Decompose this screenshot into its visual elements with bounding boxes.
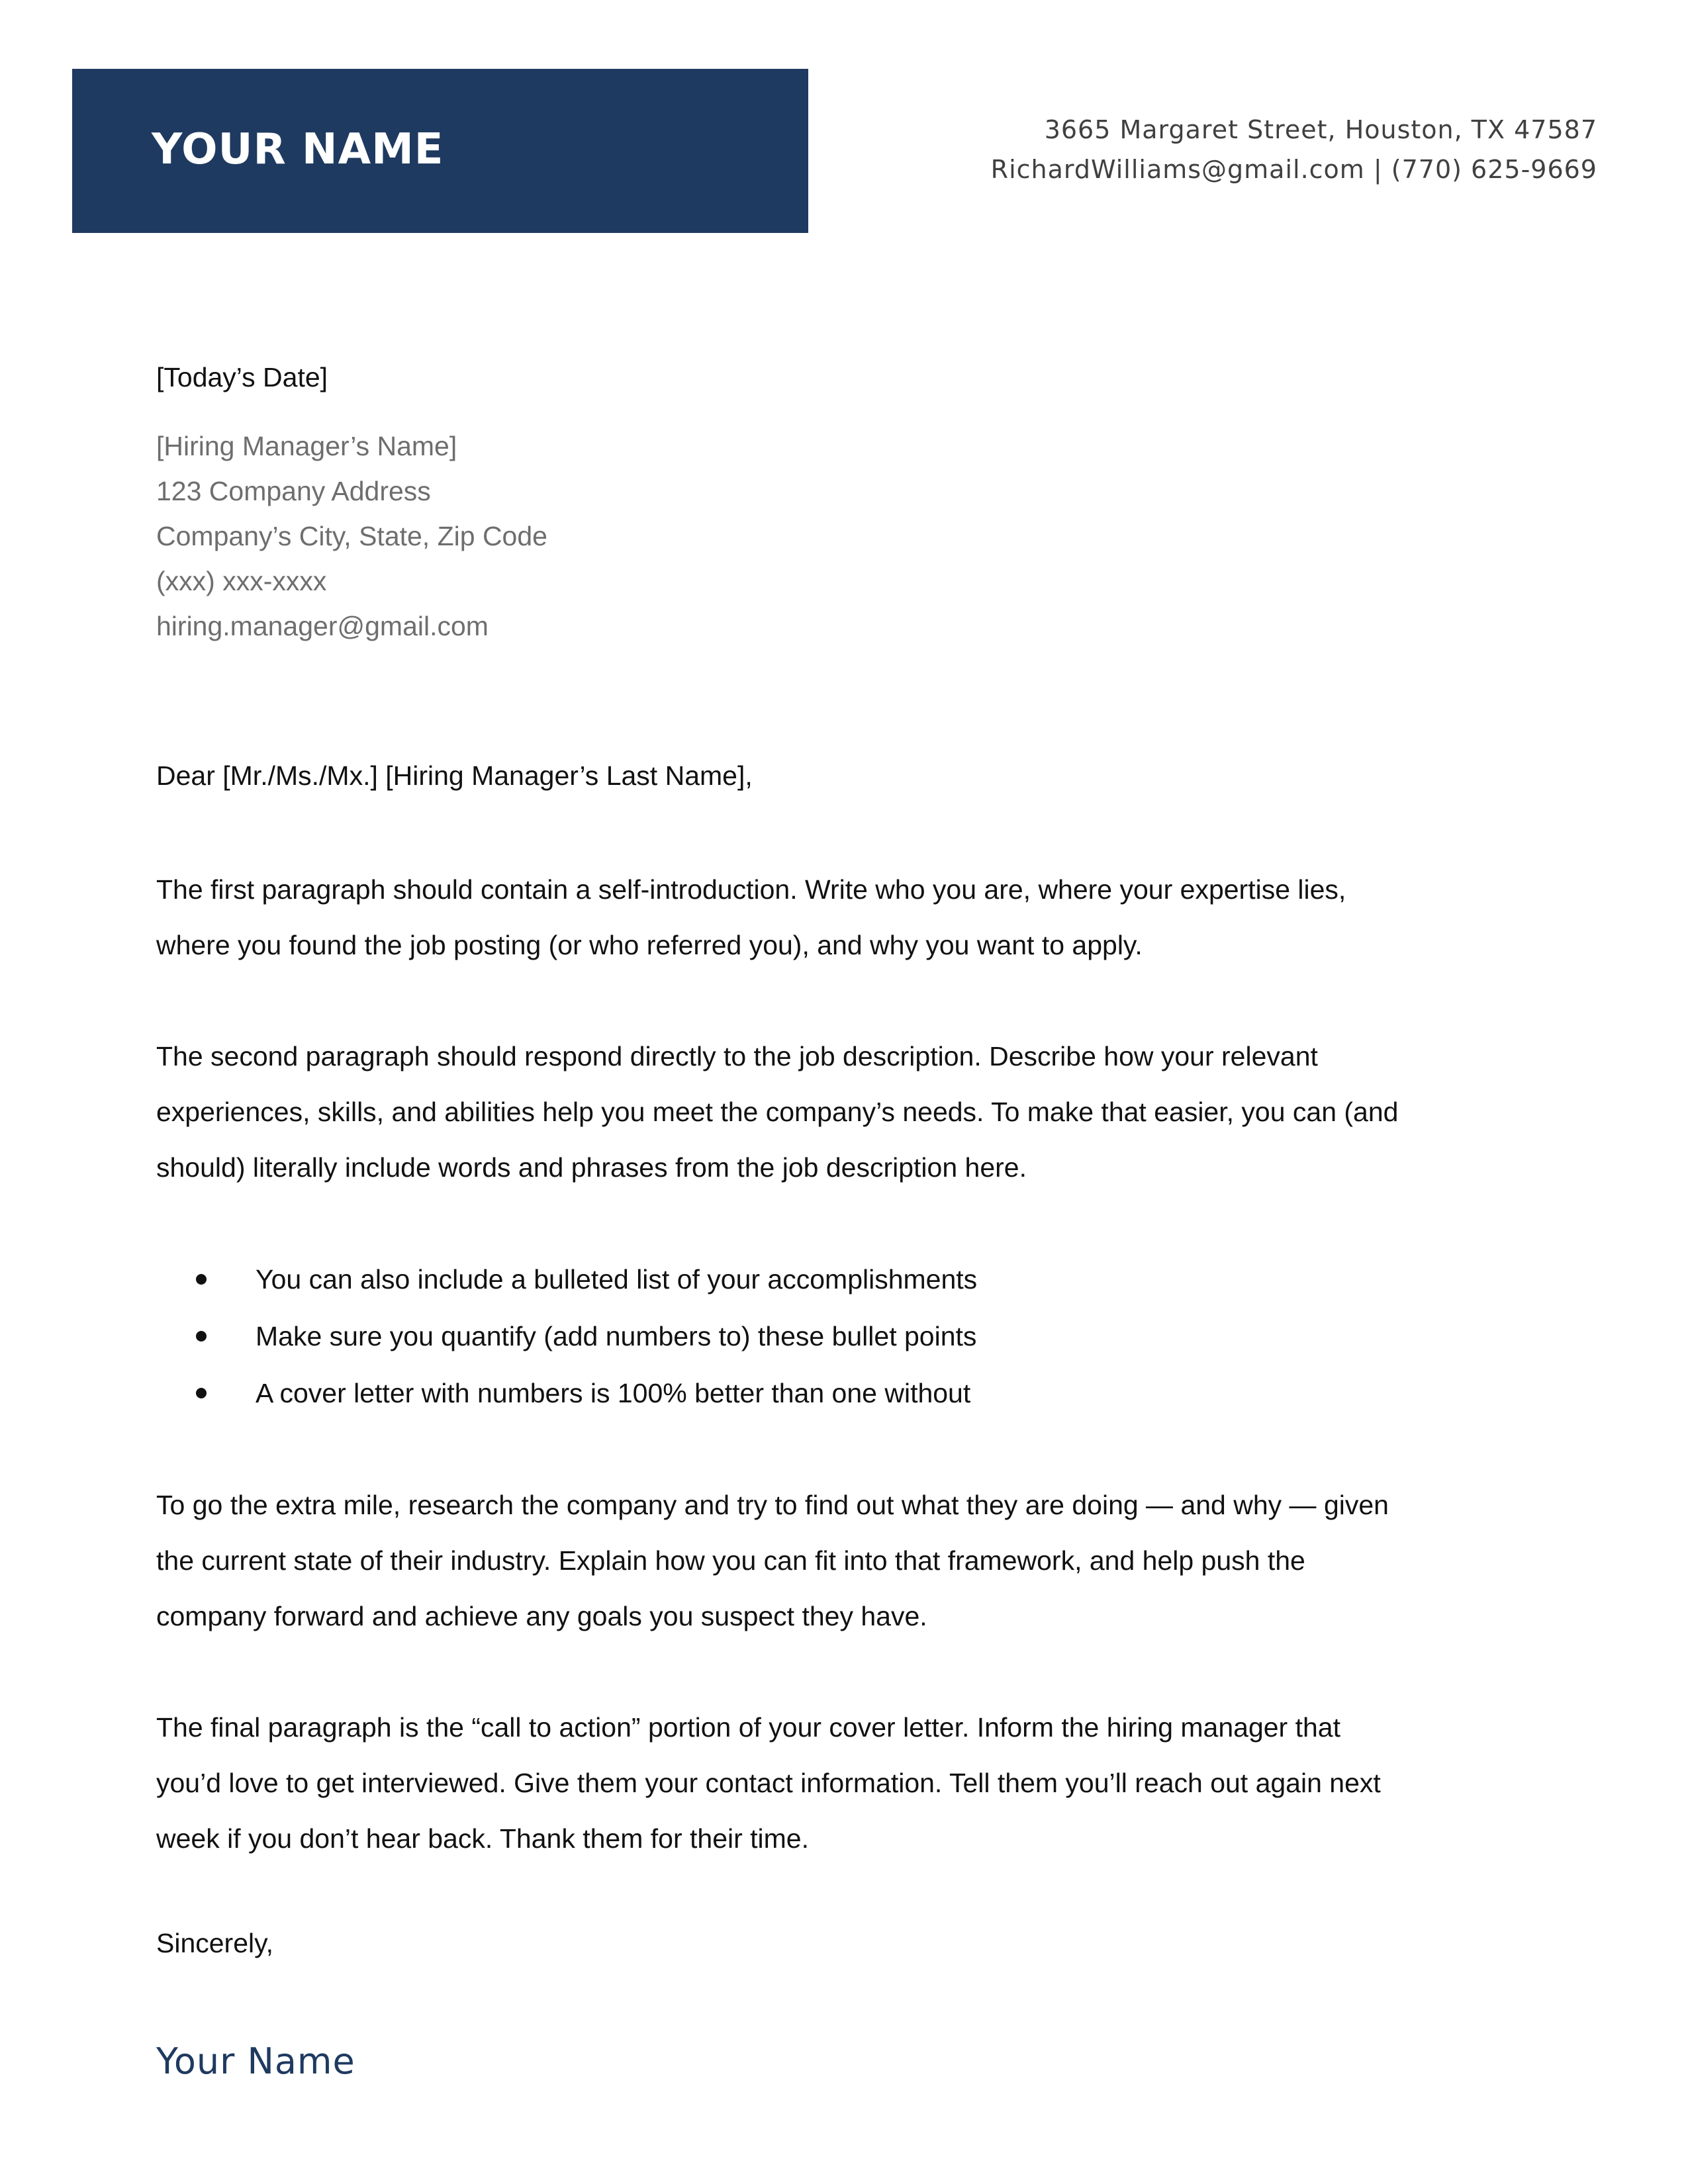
bullet-icon [196, 1388, 207, 1398]
paragraph-research [156, 1477, 1454, 1644]
list-item-text: A cover letter with numbers is 100% better than one without [256, 1378, 971, 1408]
paragraph-line: The first paragraph should contain a self-introduction. Write who you are, where your expertise lies, [156, 874, 1346, 905]
salutation: Dear [Mr./Ms./Mx.] [Hiring Manager’s Last Name], [156, 760, 753, 791]
paragraph-line: company forward and achieve any goals you suspect they have. [156, 1601, 927, 1631]
closing: Sincerely, [156, 1928, 273, 1958]
bullet-icon [196, 1331, 207, 1342]
paragraph-experience [156, 1028, 1454, 1195]
header-name: YOUR NAME [152, 125, 444, 174]
paragraph-line: where you found the job posting (or who referred you), and why you want to apply. [156, 930, 1143, 960]
paragraph-intro [156, 862, 1454, 973]
paragraph-call-to-action [156, 1700, 1454, 1866]
paragraph-line: week if you don’t hear back. Thank them for their time. [156, 1823, 810, 1854]
bullet-icon [196, 1274, 207, 1285]
paragraph-line: you’d love to get interviewed. Give them your contact information. Tell them you’ll reach out again next [156, 1768, 1381, 1798]
letter-date: [Today’s Date] [156, 362, 328, 392]
accomplishment-list [156, 1251, 1480, 1422]
signature-name: Your Name [156, 2040, 355, 2082]
list-item [156, 1251, 1480, 1308]
paragraph-line: The second paragraph should respond directly to the job description. Describe how your relevant [156, 1041, 1318, 1071]
sender-email-phone: RichardWilliams@gmail.com | (770) 625-9669 [990, 155, 1597, 184]
paragraph-line: To go the extra mile, research the company and try to find out what they are doing — and why — given [156, 1490, 1389, 1520]
list-item-text: You can also include a bulleted list of your accomplishments [256, 1264, 978, 1295]
paragraph-line: experiences, skills, and abilities help you meet the company’s needs. To make that easier, you can (and [156, 1097, 1399, 1127]
recipient-block [156, 424, 1480, 649]
contact-info [991, 110, 1597, 189]
sender-address: 3665 Margaret Street, Houston, TX 47587 [1044, 115, 1597, 144]
list-item [156, 1365, 1480, 1422]
paragraph-line: should) literally include words and phrases from the job description here. [156, 1152, 1027, 1183]
recipient-email: hiring.manager@gmail.com [156, 611, 489, 641]
list-item-text: Make sure you quantify (add numbers to) these bullet points [256, 1321, 977, 1351]
list-item [156, 1308, 1480, 1365]
recipient-name: [Hiring Manager’s Name] [156, 431, 457, 461]
name-banner [72, 69, 808, 233]
paragraph-line: The final paragraph is the “call to action” portion of your cover letter. Inform the hiring manager that [156, 1712, 1340, 1743]
recipient-address: 123 Company Address [156, 476, 431, 506]
recipient-phone: (xxx) xxx-xxxx [156, 566, 327, 596]
recipient-city-state-zip: Company’s City, State, Zip Code [156, 521, 547, 551]
paragraph-line: the current state of their industry. Explain how you can fit into that framework, and help push the [156, 1545, 1305, 1576]
